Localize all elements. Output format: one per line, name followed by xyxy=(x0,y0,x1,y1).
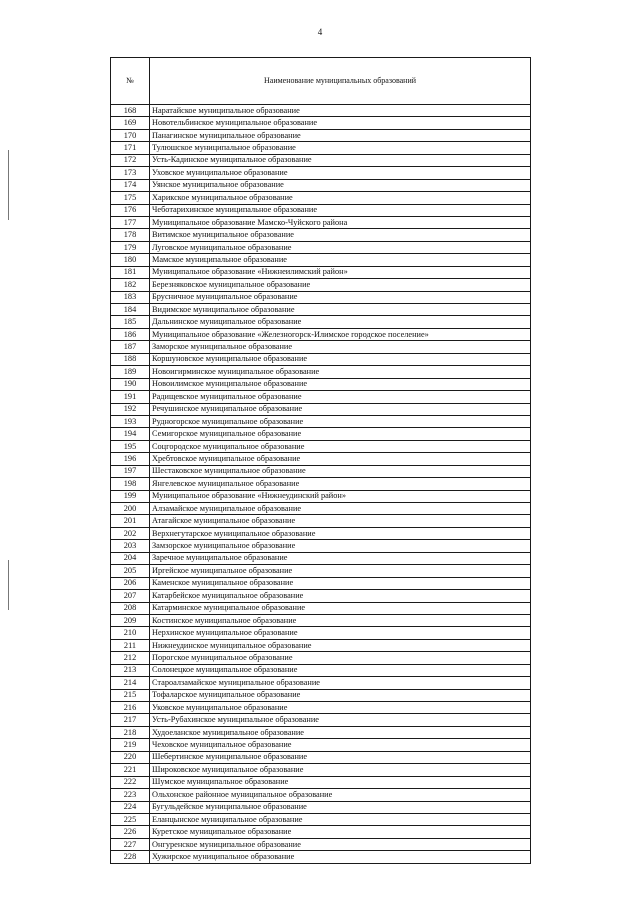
municipality-name: Худоеланское муниципальное образование xyxy=(150,726,531,738)
municipality-name: Харикское муниципальное образование xyxy=(150,192,531,204)
municipality-name: Чеботарихинское муниципальное образование xyxy=(150,204,531,216)
table-row xyxy=(111,105,531,117)
table-row xyxy=(111,851,531,863)
table-row xyxy=(111,789,531,801)
row-number: 168 xyxy=(111,105,150,117)
row-number: 174 xyxy=(111,179,150,191)
municipality-name: Дальнинское муниципальное образование xyxy=(150,316,531,328)
municipality-name: Речушинское муниципальное образование xyxy=(150,403,531,415)
table-row xyxy=(111,366,531,378)
municipality-name: Костинское муниципальное образование xyxy=(150,614,531,626)
row-number: 200 xyxy=(111,503,150,515)
municipality-name: Коршуновское муниципальное образование xyxy=(150,353,531,365)
municipality-name: Каменское муниципальное образование xyxy=(150,577,531,589)
municipality-name: Шумское муниципальное образование xyxy=(150,776,531,788)
row-number: 183 xyxy=(111,291,150,303)
table-row xyxy=(111,453,531,465)
municipality-name: Новотельбинское муниципальное образование xyxy=(150,117,531,129)
table-row xyxy=(111,515,531,527)
row-number: 178 xyxy=(111,229,150,241)
municipality-name: Муниципальное образование Мамско-Чуйского района xyxy=(150,216,531,228)
table-row xyxy=(111,565,531,577)
row-number: 202 xyxy=(111,527,150,539)
table-row xyxy=(111,353,531,365)
row-number: 188 xyxy=(111,353,150,365)
table-row xyxy=(111,465,531,477)
row-number: 214 xyxy=(111,677,150,689)
table-row xyxy=(111,266,531,278)
row-number: 184 xyxy=(111,304,150,316)
municipality-name: Видимское муниципальное образование xyxy=(150,304,531,316)
municipality-name: Муниципальное образование «Нижнеудинский район» xyxy=(150,490,531,502)
table-row xyxy=(111,403,531,415)
municipality-name: Катарбейское муниципальное образование xyxy=(150,590,531,602)
table-row xyxy=(111,552,531,564)
municipality-name: Верхнегутарское муниципальное образование xyxy=(150,527,531,539)
row-number: 177 xyxy=(111,216,150,228)
table-row xyxy=(111,540,531,552)
municipality-name: Янгелевское муниципальное образование xyxy=(150,478,531,490)
municipality-name: Муниципальное образование «Железногорск-Илимское городское поселение» xyxy=(150,328,531,340)
municipality-name: Семигорское муниципальное образование xyxy=(150,428,531,440)
municipality-name: Ольхонское районное муниципальное образование xyxy=(150,789,531,801)
table-row xyxy=(111,577,531,589)
table-row xyxy=(111,204,531,216)
table-row xyxy=(111,503,531,515)
municipality-name: Новоигирминское муниципальное образование xyxy=(150,366,531,378)
row-number: 198 xyxy=(111,478,150,490)
row-number: 217 xyxy=(111,714,150,726)
table-row xyxy=(111,602,531,614)
table-row xyxy=(111,527,531,539)
row-number: 212 xyxy=(111,652,150,664)
scan-edge-mark xyxy=(8,560,9,610)
table-row xyxy=(111,154,531,166)
table-row xyxy=(111,391,531,403)
table-row xyxy=(111,440,531,452)
municipality-name: Новоилимское муниципальное образование xyxy=(150,378,531,390)
row-number: 218 xyxy=(111,726,150,738)
table-row xyxy=(111,304,531,316)
table-row xyxy=(111,614,531,626)
row-number: 175 xyxy=(111,192,150,204)
municipality-name: Солонецкое муниципальное образование xyxy=(150,664,531,676)
scan-edge-mark xyxy=(8,150,9,220)
municipality-name: Замзорское муниципальное образование xyxy=(150,540,531,552)
table-row xyxy=(111,328,531,340)
municipality-name: Порогское муниципальное образование xyxy=(150,652,531,664)
municipality-name: Тофаларское муниципальное образование xyxy=(150,689,531,701)
row-number: 179 xyxy=(111,241,150,253)
table-row xyxy=(111,291,531,303)
table-row xyxy=(111,254,531,266)
row-number: 209 xyxy=(111,614,150,626)
table-row xyxy=(111,702,531,714)
table-row xyxy=(111,652,531,664)
municipality-name: Еланцынское муниципальное образование xyxy=(150,813,531,825)
row-number: 190 xyxy=(111,378,150,390)
row-number: 206 xyxy=(111,577,150,589)
municipality-name: Уховское муниципальное образование xyxy=(150,167,531,179)
row-number: 193 xyxy=(111,415,150,427)
table-row xyxy=(111,167,531,179)
row-number: 227 xyxy=(111,838,150,850)
table-row xyxy=(111,726,531,738)
municipality-name: Заречное муниципальное образование xyxy=(150,552,531,564)
municipality-name: Мамское муниципальное образование xyxy=(150,254,531,266)
row-number: 192 xyxy=(111,403,150,415)
municipality-name: Хребтовское муниципальное образование xyxy=(150,453,531,465)
municipality-name: Витимское муниципальное образование xyxy=(150,229,531,241)
municipality-name: Радищевское муниципальное образование xyxy=(150,391,531,403)
municipality-name: Катарминское муниципальное образование xyxy=(150,602,531,614)
table-row xyxy=(111,714,531,726)
row-number: 195 xyxy=(111,440,150,452)
table-row xyxy=(111,689,531,701)
table-row xyxy=(111,751,531,763)
row-number: 205 xyxy=(111,565,150,577)
municipality-name: Онгуренское муниципальное образование xyxy=(150,838,531,850)
municipality-name: Соцгородское муниципальное образование xyxy=(150,440,531,452)
row-number: 207 xyxy=(111,590,150,602)
row-number: 224 xyxy=(111,801,150,813)
municipality-name: Панагинское муниципальное образование xyxy=(150,129,531,141)
table-row xyxy=(111,739,531,751)
municipality-name: Уянское муниципальное образование xyxy=(150,179,531,191)
table-row xyxy=(111,279,531,291)
row-number: 180 xyxy=(111,254,150,266)
row-number: 197 xyxy=(111,465,150,477)
row-number: 225 xyxy=(111,813,150,825)
municipality-name: Бугульдейское муниципальное образование xyxy=(150,801,531,813)
table-row xyxy=(111,590,531,602)
table-row xyxy=(111,142,531,154)
municipality-name: Усть-Кадинское муниципальное образование xyxy=(150,154,531,166)
table-body xyxy=(111,105,531,864)
municipality-name: Брусничное муниципальное образование xyxy=(150,291,531,303)
table-row xyxy=(111,490,531,502)
number-column-header: № xyxy=(111,58,150,105)
row-number: 194 xyxy=(111,428,150,440)
row-number: 204 xyxy=(111,552,150,564)
table-row xyxy=(111,838,531,850)
row-number: 211 xyxy=(111,639,150,651)
row-number: 220 xyxy=(111,751,150,763)
row-number: 172 xyxy=(111,154,150,166)
municipality-name: Атагайское муниципальное образование xyxy=(150,515,531,527)
municipality-name: Алзамайское муниципальное образование xyxy=(150,503,531,515)
municipality-name: Тулюшское муниципальное образование xyxy=(150,142,531,154)
row-number: 187 xyxy=(111,341,150,353)
row-number: 199 xyxy=(111,490,150,502)
municipality-name: Иргейское муниципальное образование xyxy=(150,565,531,577)
table-row xyxy=(111,341,531,353)
row-number: 221 xyxy=(111,764,150,776)
table-row xyxy=(111,826,531,838)
row-number: 191 xyxy=(111,391,150,403)
table-row xyxy=(111,776,531,788)
municipality-name: Луговское муниципальное образование xyxy=(150,241,531,253)
municipality-name: Нерхинское муниципальное образование xyxy=(150,627,531,639)
table-row xyxy=(111,428,531,440)
table-row xyxy=(111,129,531,141)
table-row xyxy=(111,639,531,651)
table-row xyxy=(111,229,531,241)
table-row xyxy=(111,316,531,328)
row-number: 173 xyxy=(111,167,150,179)
row-number: 219 xyxy=(111,739,150,751)
table-row xyxy=(111,179,531,191)
municipality-name: Муниципальное образование «Нижнеилимский район» xyxy=(150,266,531,278)
row-number: 196 xyxy=(111,453,150,465)
municipality-name: Березняковское муниципальное образование xyxy=(150,279,531,291)
municipality-name: Куретское муниципальное образование xyxy=(150,826,531,838)
row-number: 226 xyxy=(111,826,150,838)
row-number: 169 xyxy=(111,117,150,129)
municipality-name: Широковское муниципальное образование xyxy=(150,764,531,776)
table-row xyxy=(111,192,531,204)
row-number: 189 xyxy=(111,366,150,378)
table-row xyxy=(111,677,531,689)
page-number: 4 xyxy=(317,27,323,37)
table-row xyxy=(111,627,531,639)
municipality-name: Рудногорское муниципальное образование xyxy=(150,415,531,427)
row-number: 185 xyxy=(111,316,150,328)
row-number: 215 xyxy=(111,689,150,701)
municipality-name: Заморское муниципальное образование xyxy=(150,341,531,353)
table-row xyxy=(111,117,531,129)
municipality-name: Наратайское муниципальное образование xyxy=(150,105,531,117)
row-number: 186 xyxy=(111,328,150,340)
municipality-name: Усть-Рубахинское муниципальное образование xyxy=(150,714,531,726)
table-row xyxy=(111,241,531,253)
row-number: 201 xyxy=(111,515,150,527)
table-row xyxy=(111,216,531,228)
municipality-name: Нижнеудинское муниципальное образование xyxy=(150,639,531,651)
row-number: 216 xyxy=(111,702,150,714)
table-row xyxy=(111,801,531,813)
table-row xyxy=(111,764,531,776)
municipality-name: Уковское муниципальное образование xyxy=(150,702,531,714)
table-row xyxy=(111,478,531,490)
table-row xyxy=(111,415,531,427)
row-number: 182 xyxy=(111,279,150,291)
name-column-header: Наименование муниципальных образований xyxy=(150,58,531,105)
table-row xyxy=(111,378,531,390)
municipalities-table xyxy=(110,57,531,864)
municipality-name: Шестаковское муниципальное образование xyxy=(150,465,531,477)
table-header-row xyxy=(111,58,531,105)
row-number: 181 xyxy=(111,266,150,278)
table-row xyxy=(111,813,531,825)
row-number: 208 xyxy=(111,602,150,614)
municipality-name: Чеховское муниципальное образование xyxy=(150,739,531,751)
row-number: 223 xyxy=(111,789,150,801)
row-number: 176 xyxy=(111,204,150,216)
row-number: 203 xyxy=(111,540,150,552)
row-number: 170 xyxy=(111,129,150,141)
municipality-name: Хужирское муниципальное образование xyxy=(150,851,531,863)
municipality-name: Староалзамайское муниципальное образование xyxy=(150,677,531,689)
row-number: 222 xyxy=(111,776,150,788)
row-number: 210 xyxy=(111,627,150,639)
table-row xyxy=(111,664,531,676)
municipality-name: Шебертинское муниципальное образование xyxy=(150,751,531,763)
row-number: 171 xyxy=(111,142,150,154)
row-number: 213 xyxy=(111,664,150,676)
row-number: 228 xyxy=(111,851,150,863)
